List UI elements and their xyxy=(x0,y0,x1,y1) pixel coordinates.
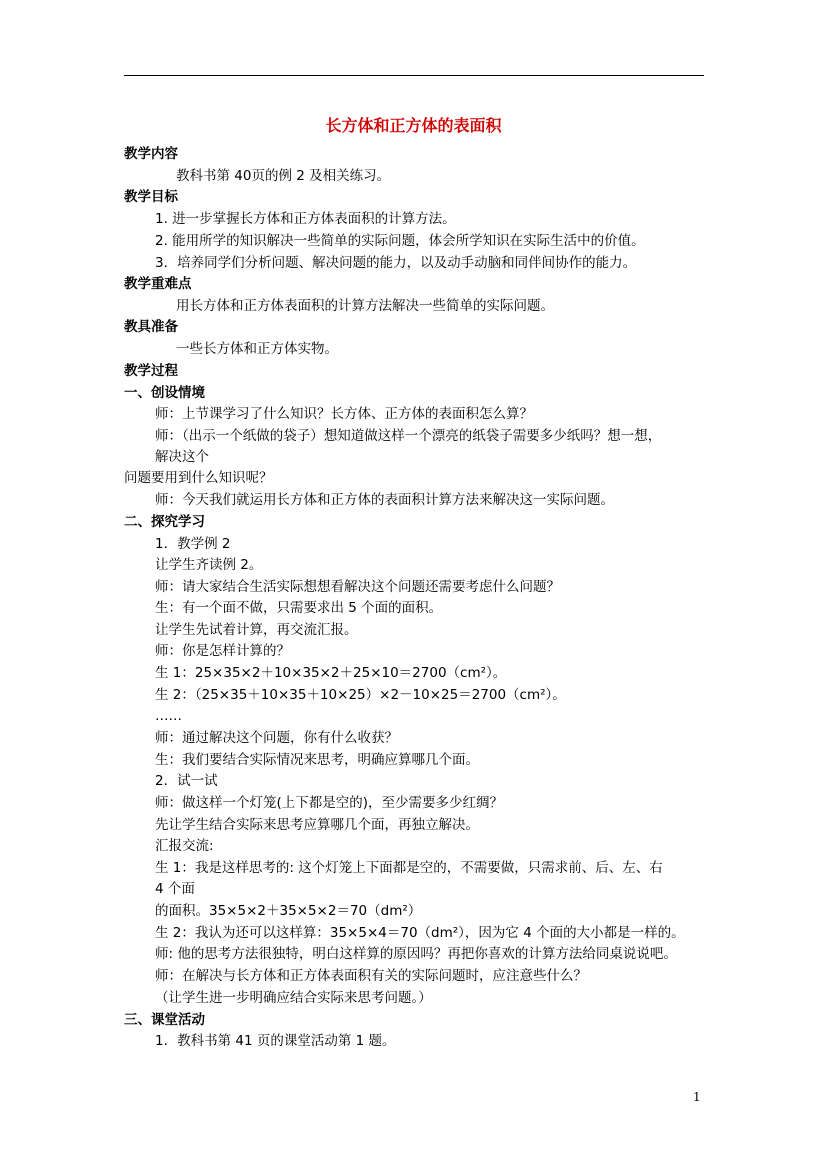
body-text-line: 汇报交流: xyxy=(155,838,214,854)
body-text-line: 一些长方体和正方体实物。 xyxy=(176,341,338,357)
body-text-line: 解决这个 xyxy=(155,449,209,465)
body-text-line: 生 2：我认为还可以这样算：35×5×4＝70（dm²），因为它 4 个面的大小都是一样的。 xyxy=(155,925,685,941)
document-title: 长方体和正方体的表面积 xyxy=(325,116,502,135)
body-text-line: 师：请大家结合生活实际想想看解决这个问题还需要考虑什么问题？ xyxy=(155,579,560,595)
body-text-line: 师：上节课学习了什么知识？长方体、正方体的表面积怎么算？ xyxy=(155,406,533,422)
body-text-line: 1．教学例 2 xyxy=(155,536,231,552)
body-text-line: 3．培养同学们分析问题、解决问题的能力，以及动手动脑和同伴间协作的能力。 xyxy=(155,255,637,271)
body-text-line: 用长方体和正方体表面积的计算方法解决一些简单的实际问题。 xyxy=(176,298,554,314)
body-text-line: 1. 进一步掌握长方体和正方体表面积的计算方法。 xyxy=(155,211,456,227)
body-text-line: 师：你是怎样计算的？ xyxy=(155,643,290,659)
body-text-line: 师：今天我们就运用长方体和正方体的表面积计算方法来解决这一实际问题。 xyxy=(155,492,614,508)
body-text-line: 先让学生结合实际来思考应算哪几个面，再独立解决。 xyxy=(155,817,479,833)
body-text-line: 师：（出示一个纸做的袋子）想知道做这样一个漂亮的纸袋子需要多少纸吗？想一想， xyxy=(155,428,662,444)
body-text-line: 2．试一试 xyxy=(155,773,218,789)
section-heading: 教学重难点 xyxy=(124,276,192,292)
body-text-line: 问题要用到什么知识呢？ xyxy=(124,470,273,486)
section-heading: 一、创设情境 xyxy=(124,385,205,401)
body-text-line: 师: 他的思考方法很独特，明白这样算的原因吗？再把你喜欢的计算方法给同桌说说吧。 xyxy=(155,946,677,962)
section-heading: 教具准备 xyxy=(124,319,178,335)
body-text-line: 教科书第 40页的例 2 及相关练习。 xyxy=(176,168,391,184)
body-text-line: 4 个面 xyxy=(155,881,195,897)
body-text-line: 让学生先试着计算，再交流汇报。 xyxy=(155,622,358,638)
body-text-line: 师：通过解决这个问题，你有什么收获？ xyxy=(155,730,398,746)
body-text-line: 1．教科书第 41 页的课堂活动第 1 题。 xyxy=(155,1033,396,1049)
body-text-line: （让学生进一步明确应结合实际来思考问题。） xyxy=(155,990,432,1006)
body-text-line: 生 1：25×35×2＋10×35×2＋25×10＝2700（cm²）。 xyxy=(155,665,507,681)
header-rule xyxy=(124,75,704,76)
body-text-line: 的面积。35×5×2＋35×5×2＝70（dm²） xyxy=(155,903,422,919)
section-heading: 二、探究学习 xyxy=(124,514,205,530)
section-heading: 教学目标 xyxy=(124,189,178,205)
body-text-line: 生 2：（25×35＋10×35＋10×25）×2－10×25＝2700（cm²）。 xyxy=(155,687,566,703)
page-number: 1 xyxy=(693,1090,701,1104)
section-heading: 教学过程 xyxy=(124,363,178,379)
section-heading: 三、课堂活动 xyxy=(124,1012,205,1028)
body-text-line: 师：在解决与长方体和正方体表面积有关的实际问题时，应注意些什么？ xyxy=(155,968,587,984)
body-text-line: 让学生齐读例 2。 xyxy=(155,557,263,573)
body-text-line: 师：做这样一个灯笼(上下都是空的)，至少需要多少红绸？ xyxy=(155,795,504,811)
section-heading: 教学内容 xyxy=(124,146,178,162)
body-text-line: …… xyxy=(155,708,182,724)
body-text-line: 生 1：我是这样思考的: 这个灯笼上下面都是空的，不需要做，只需求前、后、左、右 xyxy=(155,860,663,876)
body-text-line: 生：我们要结合实际情况来思考，明确应算哪几个面。 xyxy=(155,752,479,768)
body-text-line: 生：有一个面不做，只需要求出 5 个面的面积。 xyxy=(155,600,443,616)
body-text-line: 2. 能用所学的知识解决一些简单的实际问题，体会所学知识在实际生活中的价值。 xyxy=(155,233,645,249)
